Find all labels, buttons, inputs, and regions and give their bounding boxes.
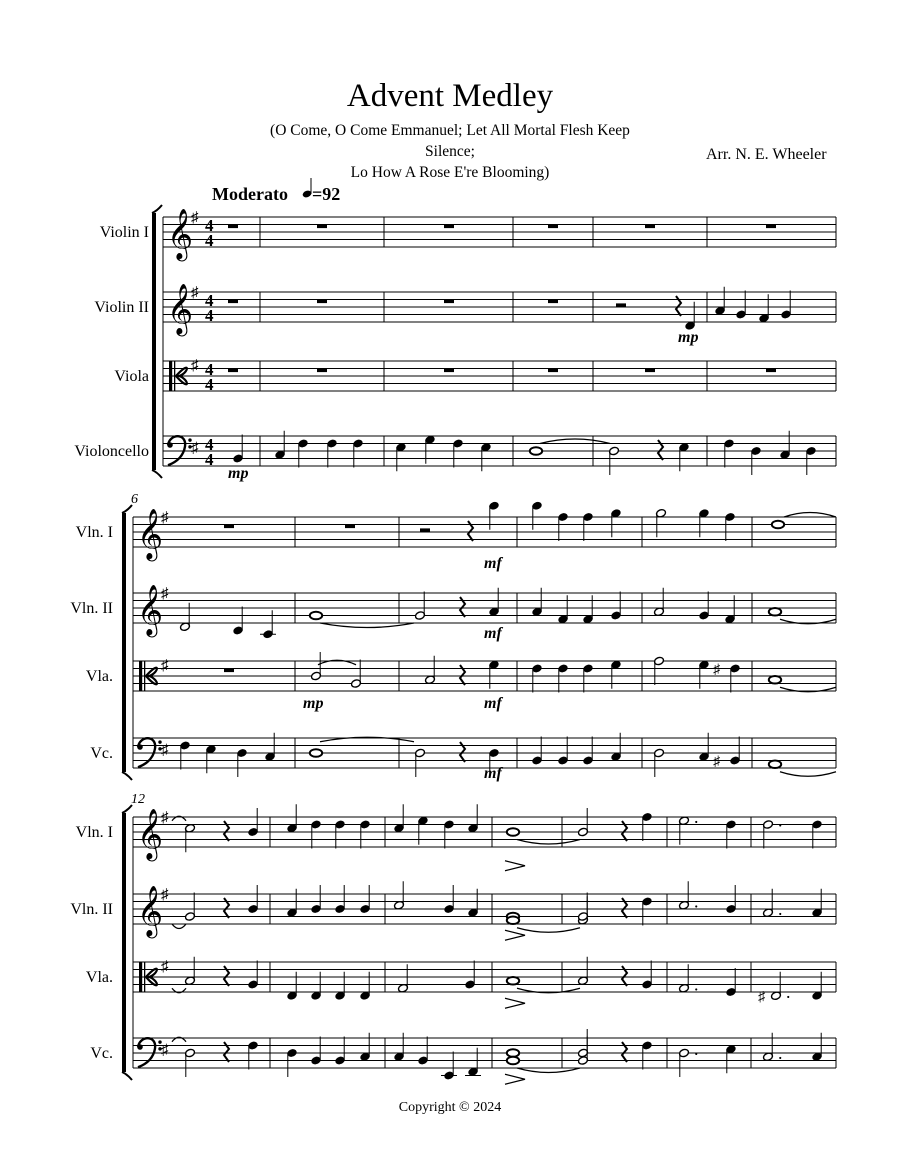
treble-clef-icon: 𝄞 (137, 509, 164, 559)
score-system (70, 792, 836, 1084)
key-signature-sharp-icon: ♯ (191, 285, 199, 301)
system-bracket (122, 813, 126, 1072)
alto-clef-icon (169, 361, 172, 391)
bass-clef-icon (137, 1044, 143, 1050)
key-signature-sharp-icon: ♯ (161, 586, 169, 602)
dynamic-mf: mf (484, 555, 502, 572)
alto-clef-icon (144, 661, 145, 691)
whole-rest-icon (444, 300, 454, 304)
accent-mark (505, 998, 525, 1008)
note (769, 608, 781, 616)
accent-mark (505, 861, 525, 871)
measure-number: 6 (131, 492, 138, 507)
dot: . (778, 810, 783, 831)
measure-number: 12 (131, 792, 145, 807)
instrument-label: Vln. I (75, 824, 113, 841)
whole-rest-icon (645, 369, 655, 373)
subtitle-line-1: (O Come, O Come Emmanuel; Let All Mortal Flesh Keep Silence; (270, 122, 630, 160)
time-signature-top: 4 (205, 216, 214, 235)
bass-clef-icon (137, 744, 143, 750)
time-signature-top: 4 (205, 291, 214, 310)
tie (320, 623, 414, 628)
time-signature-top: 4 (205, 435, 214, 454)
instrument-label: Vln. I (75, 524, 113, 541)
instrument-label: Violoncello (74, 443, 149, 460)
instrument-label: Vc. (90, 1045, 113, 1062)
instrument-label: Violin II (94, 299, 149, 316)
whole-rest-icon (645, 225, 655, 229)
tempo-marking (212, 178, 340, 204)
note (530, 447, 542, 455)
instrument-label: Vln. II (70, 901, 113, 918)
dot: . (694, 806, 699, 827)
system-bracket (152, 205, 162, 213)
system-bracket (122, 513, 126, 772)
dot: . (778, 898, 783, 919)
dot: . (786, 981, 791, 1002)
whole-rest-icon (224, 669, 234, 673)
whole-rest-icon (548, 369, 558, 373)
sharp-accidental-icon: ♯ (713, 662, 720, 678)
time-signature-bottom: 4 (205, 375, 214, 394)
half-rest-icon (420, 528, 430, 532)
note (507, 977, 519, 985)
time-signature-bottom: 4 (205, 450, 214, 469)
page-title: Advent Medley (346, 78, 554, 114)
whole-rest-icon (228, 369, 238, 373)
instrument-label: Viola (114, 368, 149, 385)
whole-rest-icon (766, 225, 776, 229)
instrument-label: Vln. II (70, 600, 113, 617)
tempo-text: Moderato (212, 184, 288, 204)
treble-clef-icon: 𝄞 (137, 886, 164, 936)
key-signature-sharp-icon: ♯ (161, 742, 169, 759)
sharp-accidental-icon: ♯ (758, 989, 765, 1005)
key-signature-sharp-icon: ♯ (161, 657, 169, 674)
key-signature-sharp-icon: ♯ (161, 810, 169, 826)
half-rest-icon (616, 303, 626, 307)
dot: . (694, 891, 699, 912)
whole-rest-icon (345, 525, 355, 529)
whole-rest-icon (548, 300, 558, 304)
tie (517, 1068, 580, 1073)
whole-rest-icon (766, 369, 776, 373)
treble-clef-icon: 𝄞 (137, 809, 164, 859)
tie (784, 513, 836, 518)
tie (780, 772, 836, 777)
instrument-label: Vc. (90, 745, 113, 762)
tie (172, 924, 186, 929)
time-signature-bottom: 4 (205, 306, 214, 325)
sharp-accidental-icon: ♯ (713, 754, 720, 770)
note (769, 676, 781, 684)
alto-clef-icon (174, 361, 175, 391)
key-signature-sharp-icon: ♯ (161, 510, 169, 526)
dynamic-mf: mf (484, 765, 502, 782)
note (507, 916, 519, 924)
time-signature-top: 4 (205, 360, 214, 379)
alto-clef-icon (139, 962, 142, 992)
alto-clef-icon (144, 962, 145, 992)
key-signature-sharp-icon: ♯ (161, 887, 169, 903)
dynamic-mp: mp (303, 695, 324, 712)
system-bracket (152, 470, 162, 478)
dynamic-mp: mp (228, 465, 249, 482)
key-signature-sharp-icon: ♯ (191, 210, 199, 226)
whole-rest-icon (224, 525, 234, 529)
note (310, 612, 322, 620)
instrument-label: Vla. (85, 969, 113, 986)
whole-rest-icon (228, 300, 238, 304)
whole-rest-icon (444, 225, 454, 229)
arranger-credit: Arr. N. E. Wheeler (706, 146, 827, 163)
whole-rest-icon (317, 300, 327, 304)
dynamic-mp: mp (678, 329, 699, 346)
dot: . (778, 1042, 783, 1063)
note (507, 828, 519, 836)
system-bracket (152, 213, 156, 470)
accent-mark (505, 930, 525, 940)
note (507, 1057, 519, 1065)
subtitle-line-2: Lo How A Rose E're Blooming) (350, 164, 550, 181)
key-signature-sharp-icon: ♯ (161, 958, 169, 975)
system-bracket (122, 772, 132, 780)
note (507, 1049, 519, 1057)
whole-rest-icon (548, 225, 558, 229)
note (310, 749, 322, 757)
treble-clef-icon: 𝄞 (137, 585, 164, 635)
whole-rest-icon (317, 369, 327, 373)
copyright-footer: Copyright © 2024 (398, 1100, 502, 1115)
dynamic-mf: mf (484, 695, 502, 712)
dynamic-mf: mf (484, 625, 502, 642)
tie (540, 439, 610, 444)
tempo-bpm: =92 (312, 184, 341, 204)
key-signature-sharp-icon: ♯ (161, 1042, 169, 1059)
tie (517, 928, 580, 933)
note (772, 521, 784, 529)
accent-mark (505, 1074, 525, 1084)
system-bracket (122, 1072, 132, 1080)
whole-rest-icon (317, 225, 327, 229)
treble-clef-icon: 𝄞 (167, 209, 194, 259)
treble-clef-icon: 𝄞 (167, 284, 194, 334)
bass-clef-icon (167, 442, 173, 448)
score-system (70, 492, 836, 782)
note (769, 760, 781, 768)
tie (517, 840, 580, 845)
whole-rest-icon (444, 369, 454, 373)
whole-rest-icon (228, 225, 238, 229)
dot: . (694, 1039, 699, 1059)
time-signature-bottom: 4 (205, 231, 214, 250)
instrument-label: Violin I (99, 224, 149, 241)
score-system (74, 178, 836, 482)
key-signature-sharp-icon: ♯ (191, 357, 199, 374)
alto-clef-icon (139, 661, 142, 691)
dot: . (694, 974, 699, 995)
key-signature-sharp-icon: ♯ (191, 440, 199, 457)
instrument-label: Vla. (85, 668, 113, 685)
